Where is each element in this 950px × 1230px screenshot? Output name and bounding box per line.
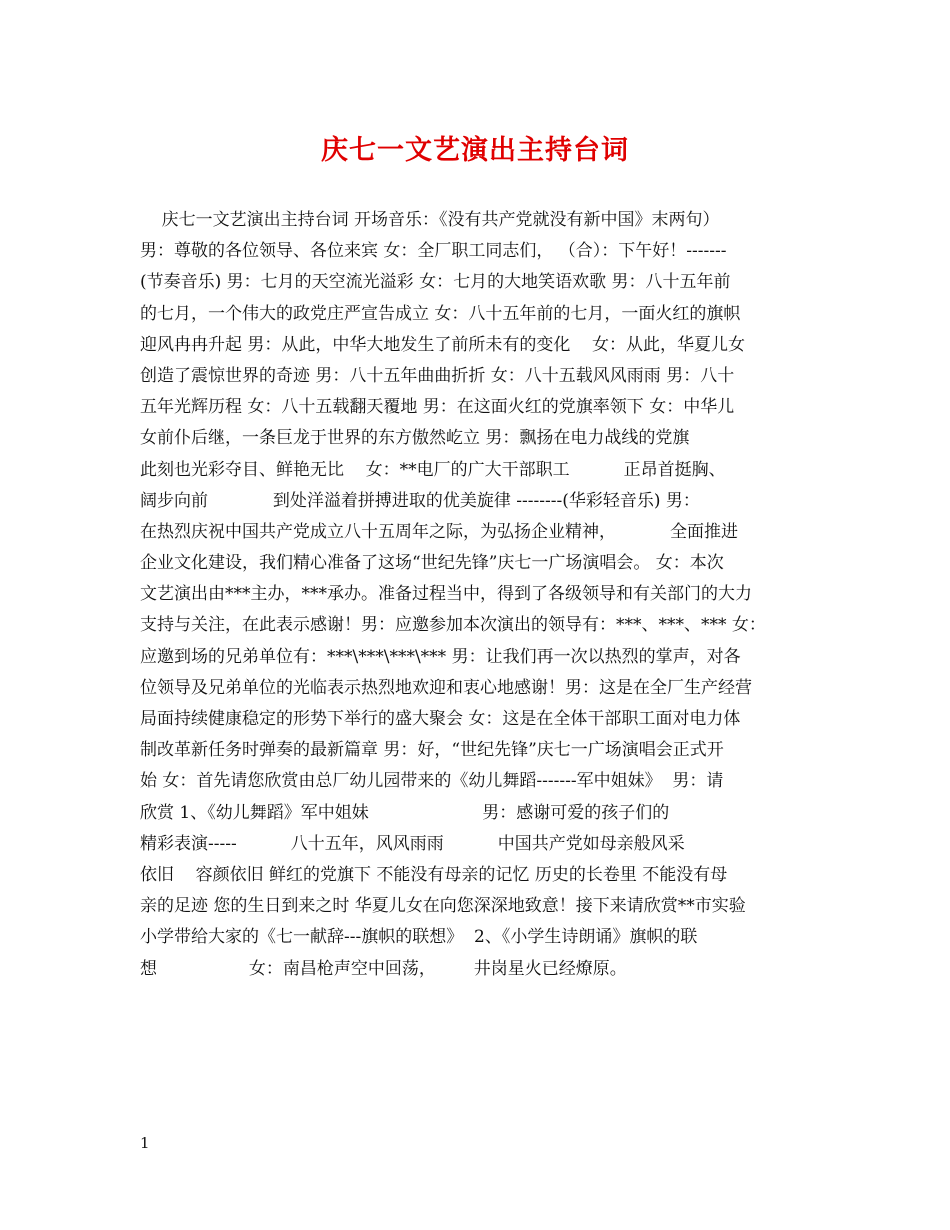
body-line: 始 女：首先请您欣赏由总厂幼儿园带来的《幼儿舞蹈-------军中姐妹》 男：请 xyxy=(140,771,724,792)
body-line: 在热烈庆祝中国共产党成立八十五周年之际，为弘扬企业精神， 全面推进 xyxy=(140,521,739,542)
body-line: 亲的足迹 您的生日到来之时 华夏儿女在向您深深地致意！接下来请欣赏**市实验 xyxy=(140,896,746,917)
body-line: (节奏音乐) 男：七月的天空流光溢彩 女：七月的大地笑语欢歌 男：八十五年前 xyxy=(140,272,731,293)
body-line: 男：尊敬的各位领导、各位来宾 女：全厂职工同志们， （合）：下午好！------- xyxy=(140,241,727,262)
body-line: 局面持续健康稳定的形势下举行的盛大聚会 女：这是在全体干部职工面对电力体 xyxy=(140,709,741,729)
document-title: 庆七一文艺演出主持台词 xyxy=(321,135,629,166)
body-line: 精彩表演----- 八十五年，风风雨雨 中国共产党如母亲般风采 xyxy=(140,833,685,854)
body-line: 依旧 容颜依旧 鲜红的党旗下 不能没有母亲的记忆 历史的长卷里 不能没有母 xyxy=(140,864,728,885)
body-line: 企业文化建设，我们精心准备了这场“世纪先锋”庆七一广场演唱会。 女：本次 xyxy=(140,553,724,574)
body-line: 制改革新任务时弹奏的最新篇章 男：好，“世纪先锋”庆七一广场演唱会正式开 xyxy=(140,740,724,761)
body-line: 五年光辉历程 女：八十五载翻天覆地 男：在这面火红的党旗率领下 女：中华儿 xyxy=(140,397,735,418)
body-line: 位领导及兄弟单位的光临表示热烈地欢迎和衷心地感谢！男：这是在全厂生产经营 xyxy=(140,677,752,698)
body-line: 想 女：南昌枪声空中回荡， 井岗星火已经燎原。 xyxy=(140,958,627,979)
body-line: 庆七一文艺演出主持台词 开场音乐：《没有共产党就没有新中国》末两句） xyxy=(140,210,720,230)
body-line: 迎风冉冉升起 男：从此，中华大地发生了前所未有的变化 女：从此，华夏儿女 xyxy=(140,334,746,355)
document-body xyxy=(140,205,830,985)
body-line: 欣赏 1、《幼儿舞蹈》军中姐妹 男：感谢可爱的孩子们的 xyxy=(140,802,670,823)
body-line: 女前仆后继，一条巨龙于世界的东方傲然屹立 男：飘扬在电力战线的党旗 xyxy=(140,428,690,449)
body-line: 文艺演出由***主办，***承办。准备过程当中，得到了各级领导和有关部门的大力 xyxy=(140,584,752,605)
body-line: 支持与关注，在此表示感谢！男：应邀参加本次演出的领导有：***、***、*** 女： xyxy=(140,615,766,636)
body-line: 的七月，一个伟大的政党庄严宣告成立 女：八十五年前的七月，一面火红的旗帜 xyxy=(140,303,741,324)
page-number: 1 xyxy=(140,1134,150,1152)
body-line: 小学带给大家的《七一献辞---旗帜的联想》 2、《小学生诗朗诵》旗帜的联 xyxy=(140,927,698,948)
body-line: 应邀到场的兄弟单位有：***\***\***\*** 男：让我们再一次以热烈的掌声，对各 xyxy=(140,646,741,667)
body-line: 此刻也光彩夺目、鲜艳无比 女：**电厂的广大干部职工 正昂首挺胸、 xyxy=(140,459,726,480)
body-line: 创造了震惊世界的奇迹 男：八十五年曲曲折折 女：八十五载风风雨雨 男：八十 xyxy=(140,365,735,386)
body-line: 阔步向前 到处洋溢着拼搏进取的优美旋律 --------(华彩轻音乐) 男： xyxy=(140,490,700,511)
